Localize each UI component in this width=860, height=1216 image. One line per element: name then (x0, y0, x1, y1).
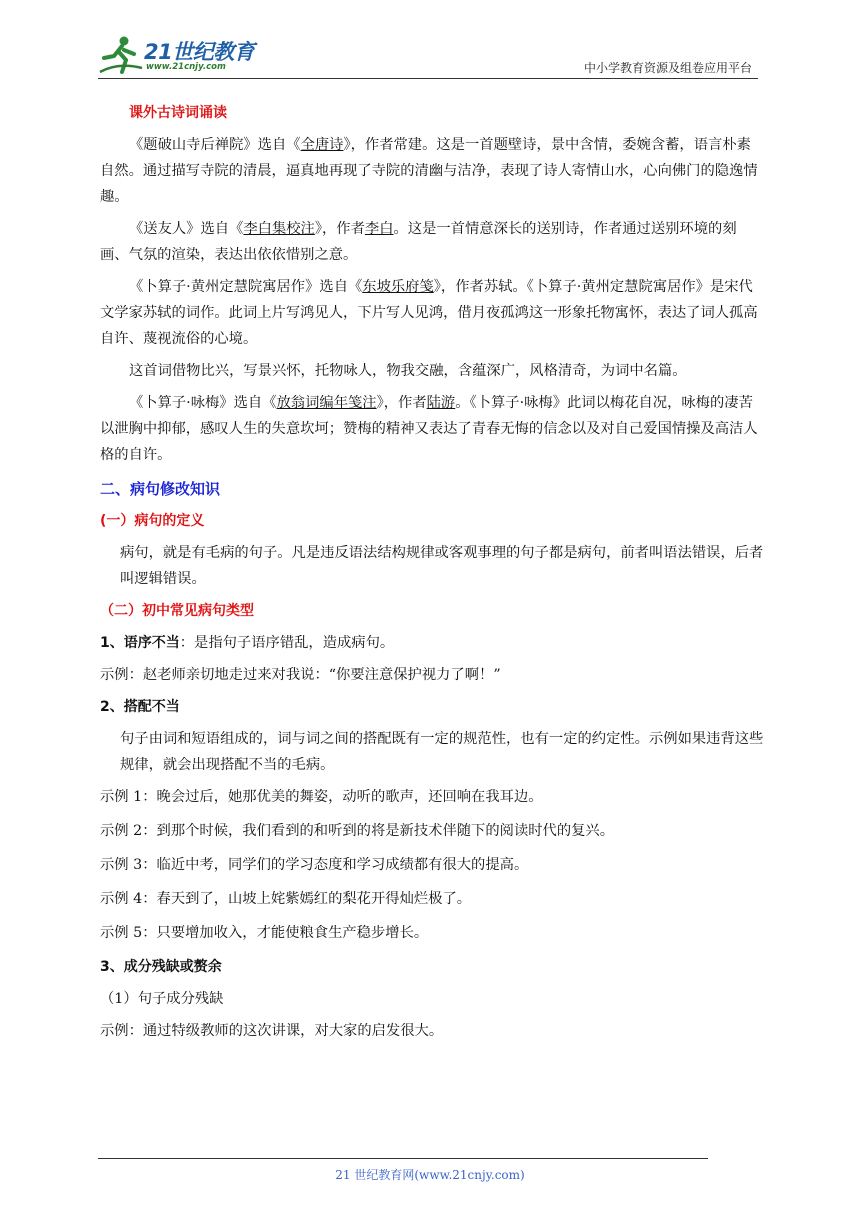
paragraph-poem-3-note: 这首词借物比兴，写景兴怀，托物咏人，物我交融，含蕴深广，风格清奇，为词中名篇。 (129, 363, 687, 379)
example-item: 示例 1：晚会过后，她那优美的舞姿，动听的歌声，还回响在我耳边。 (100, 789, 543, 805)
document-body (100, 100, 764, 1044)
text: 《题破山寺后禅院》选自《 (129, 137, 301, 153)
header-divider (98, 78, 758, 79)
example-item: 示例 3：临近中考，同学们的学习态度和学习成绩都有很大的提高。 (100, 857, 529, 873)
logo-text: 21世纪教育 (144, 40, 255, 64)
type-3-label: 3、成分残缺或赘余 (100, 959, 222, 975)
platform-title: 中小学教育资源及组卷应用平台 (583, 61, 752, 75)
site-logo[interactable] (98, 28, 268, 80)
footer-divider (98, 1158, 708, 1159)
subheading-definition: (一）病句的定义 (100, 513, 205, 529)
example-item: 示例 5：只要增加收入，才能使粮食生产稳步增长。 (100, 925, 429, 941)
logo-url: www.21cnjy.com (146, 62, 226, 72)
type-1-line (100, 630, 764, 656)
author-link[interactable]: 陆游 (426, 395, 456, 411)
text: 《卜算子·咏梅》选自《 (129, 395, 277, 411)
type-3-example: 示例：通过特级教师的这次讲课，对大家的启发很大。 (100, 1023, 444, 1039)
runner-logo-icon (98, 32, 144, 78)
type-2-label: 2、搭配不当 (100, 699, 180, 715)
paragraph-poem-3 (100, 274, 764, 352)
book-link[interactable]: 放翁词编年笺注 (276, 395, 377, 411)
paragraph-poem-1 (100, 132, 764, 210)
paragraph-poem-4 (100, 390, 764, 468)
text: 》，作者常建。这是一首题壁诗，景中含情，委婉含蓄，语言朴素自然。通过描写寺院的清晨，逼真地再现了寺院的清幽与洁净，表现了诗人寄情山水，心向佛门的隐逸情趣。 (100, 137, 758, 205)
subheading-types: （二）初中常见病句类型 (100, 603, 254, 619)
text: 。《卜算子·咏梅》此词以梅花自况，咏梅的凄苦以泄胸中抑郁，感叹人生的失意坎坷；赞梅的精神又表达了青春无悔的信念以及对自己爱国情操及高洁人格的自许。 (100, 395, 758, 463)
type-3-subheading: （1）句子成分残缺 (100, 991, 224, 1007)
text: 《卜算子·黄州定慧院寓居作》选自《 (129, 279, 363, 295)
text: 》，作者苏轼。《卜算子·黄州定慧院寓居作》是宋代文学家苏轼的词作。此词上片写鸿见人，下片写人见鸿，借月夜孤鸿这一形象托物寓怀，表达了词人孤高自许、蔑视流俗的心境。 (100, 279, 758, 347)
type-1-example: 示例：赵老师亲切地走过来对我说：“你要注意保护视力了啊！” (100, 667, 501, 683)
type-2-description: 句子由词和短语组成的，词与词之间的搭配既有一定的规范性，也有一定的约定性。示例如果违背这些规律，就会出现搭配不当的毛病。 (120, 731, 764, 773)
book-link[interactable]: 全唐诗 (300, 137, 344, 153)
footer-link[interactable]: 21 世纪教育网(www.21cnjy.com) (335, 1168, 525, 1182)
paragraph-definition: 病句，就是有毛病的句子。凡是违反语法结构规律或客观事理的句子都是病句，前者叫语法错误，后者叫逻辑错误。 (120, 545, 764, 587)
book-link[interactable]: 东坡乐府笺 (362, 279, 434, 295)
text: 。这是一首情意深长的送别诗，作者通过送别环境的刻画、气氛的渲染，表达出依依惜别之意。 (100, 221, 737, 263)
book-link[interactable]: 李白集校注 (243, 221, 315, 237)
example-item: 示例 4：春天到了，山坡上姹紫嫣红的梨花开得灿烂极了。 (100, 891, 472, 907)
author-link[interactable]: 李白 (364, 221, 394, 237)
example-item: 示例 2：到那个时候，我们看到的和听到的将是新技术伴随下的阅读时代的复兴。 (100, 823, 615, 839)
type-1-label: 1、语序不当 (100, 635, 180, 651)
section-heading-sentence-errors: 二、病句修改知识 (100, 480, 221, 498)
page-header (98, 28, 758, 80)
paragraph-poem-2 (100, 216, 764, 268)
text: 《送友人》选自《 (129, 221, 244, 237)
text: 》，作者 (314, 221, 365, 237)
type-1-text: ：是指句子语序错乱，造成病句。 (179, 635, 395, 651)
text: 》，作者 (376, 395, 427, 411)
section-title-classic: 课外古诗词诵读 (129, 105, 227, 121)
